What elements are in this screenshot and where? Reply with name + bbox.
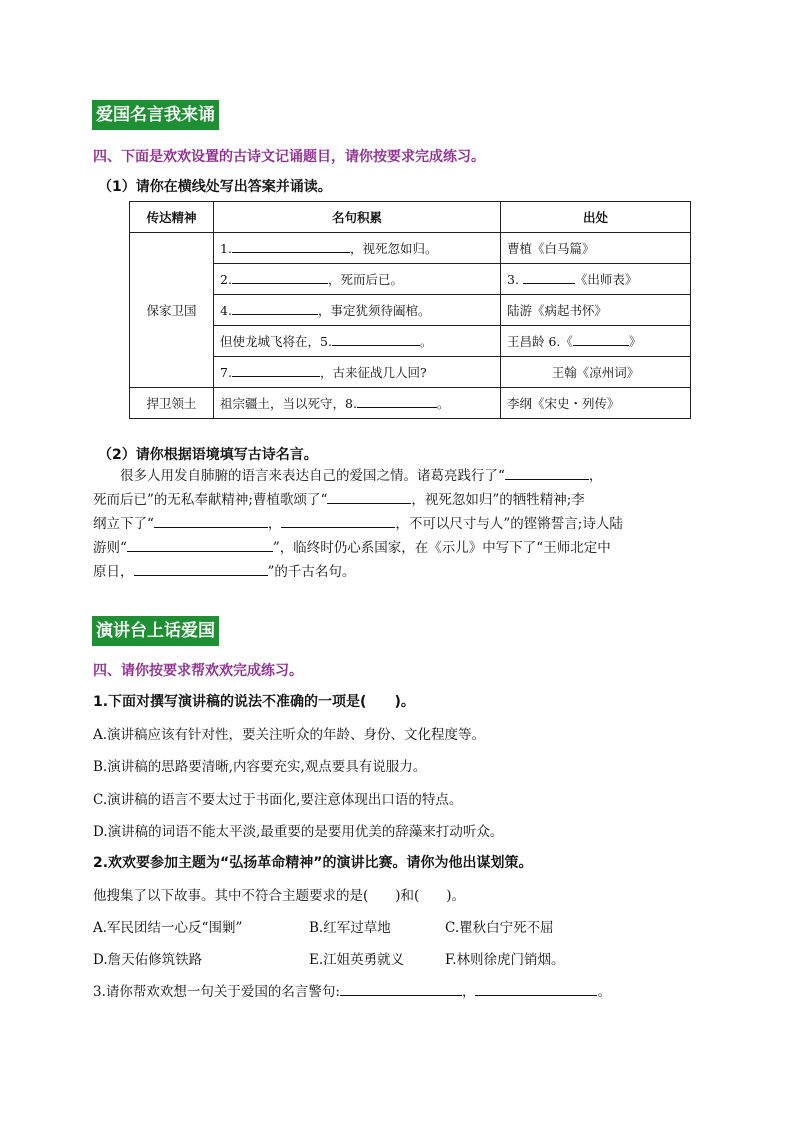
option-c: C.瞿秋白宁死不屈 bbox=[445, 920, 554, 936]
quote-suffix: 。 bbox=[419, 334, 433, 349]
text-fragment: ， bbox=[461, 984, 476, 1000]
table-header: 名句积累 bbox=[214, 202, 501, 233]
source-prefix: 王昌龄 6.《 bbox=[507, 334, 573, 349]
quote-prefix: 祖宗疆土，当以死守，8. bbox=[220, 396, 357, 411]
table-row bbox=[130, 295, 691, 326]
paragraph-line bbox=[93, 488, 693, 512]
source-suffix: 《出师表》 bbox=[574, 272, 638, 287]
option-b: B.红军过草地 bbox=[309, 920, 391, 936]
quote-suffix: ，死而后已。 bbox=[327, 272, 403, 287]
blank-line[interactable] bbox=[340, 983, 462, 996]
group-label: 捍卫领土 bbox=[130, 388, 214, 419]
text-fragment: ， bbox=[588, 468, 603, 484]
text-fragment: 原日， bbox=[93, 564, 134, 580]
quote-cell bbox=[214, 264, 501, 295]
question-3 bbox=[93, 980, 611, 1000]
table-row bbox=[130, 264, 691, 295]
task-heading: 四、下面是欢欢设置的古诗文记诵题目，请你按要求完成练习。 bbox=[93, 149, 485, 165]
blank-line[interactable] bbox=[327, 491, 411, 504]
option-d: D.詹天佑修筑铁路 bbox=[93, 952, 203, 968]
blank-line[interactable] bbox=[573, 333, 629, 346]
question-2-prompt: 他搜集了以下故事。其中不符合主题要求的是( )和( )。 bbox=[93, 888, 466, 904]
quote-prefix: 4. bbox=[220, 303, 232, 318]
table-row bbox=[130, 357, 691, 388]
source-suffix: 》 bbox=[628, 334, 642, 349]
blank-line[interactable] bbox=[523, 271, 575, 284]
table-row bbox=[130, 233, 691, 264]
quote-cell bbox=[214, 295, 501, 326]
quote-suffix: ，古来征战几人回? bbox=[319, 365, 427, 380]
paragraph-line bbox=[93, 536, 693, 560]
blank-line[interactable] bbox=[281, 515, 395, 528]
blank-line[interactable] bbox=[232, 364, 320, 377]
source-cell: 陆游《病起书怀》 bbox=[501, 295, 691, 326]
part2-title: （2）请你根据语境填写古诗名言。 bbox=[98, 447, 318, 463]
paragraph-line bbox=[93, 464, 693, 488]
context-paragraph bbox=[93, 464, 693, 584]
text-fragment: 纲立下了“ bbox=[93, 516, 154, 532]
quote-suffix: ，事定犹须待阖棺。 bbox=[317, 303, 431, 318]
question-1: 1.下面对撰写演讲稿的说法不准确的一项是( )。 bbox=[93, 694, 415, 710]
paragraph-line bbox=[93, 512, 693, 536]
option-c: C.演讲稿的语言不要太过于书面化,要注意体现出口语的特点。 bbox=[93, 792, 463, 808]
paragraph-line bbox=[93, 560, 693, 584]
source-cell: 李纲《宋史・列传》 bbox=[501, 388, 691, 419]
part1-title: （1）请你在横线处写出答案并诵读。 bbox=[98, 179, 332, 195]
blank-line[interactable] bbox=[332, 333, 420, 346]
group-label: 保家卫国 bbox=[130, 233, 214, 388]
question-2: 2.欢欢要参加主题为“弘扬革命精神”的演讲比赛。请你为他出谋划策。 bbox=[93, 855, 533, 871]
source-cell bbox=[501, 264, 691, 295]
quote-suffix: ，视死忽如归。 bbox=[349, 241, 438, 256]
source-prefix: 3. bbox=[507, 272, 519, 287]
option-e: E.江姐英勇就义 bbox=[309, 952, 405, 968]
quote-cell bbox=[214, 233, 501, 264]
text-fragment: ，视死忽如归”的牺牲精神;李 bbox=[411, 492, 585, 508]
option-b: B.演讲稿的思路要清晰,内容要充实,观点要具有说服力。 bbox=[93, 759, 427, 775]
section-banner-speech: 演讲台上话爱国 bbox=[92, 616, 219, 646]
option-a: A.演讲稿应该有针对性，要关注听众的年龄、身份、文化程度等。 bbox=[93, 727, 486, 743]
blank-line[interactable] bbox=[232, 302, 318, 315]
option-f: F.林则徐虎门销烟。 bbox=[445, 952, 565, 968]
text-fragment: 很多人用发自肺腑的语言来表达自己的爱国之情。诸葛亮践行了“ bbox=[120, 468, 505, 484]
quote-prefix: 2. bbox=[220, 272, 232, 287]
question-3-text: 3.请你帮欢欢想一句关于爱国的名言警句: bbox=[93, 984, 340, 1000]
section-banner-patriotic-quotes: 爱国名言我来诵 bbox=[92, 100, 219, 130]
table-row bbox=[130, 326, 691, 357]
blank-line[interactable] bbox=[134, 563, 268, 576]
quote-prefix: 1. bbox=[220, 241, 232, 256]
source-cell: 曹植《白马篇》 bbox=[501, 233, 691, 264]
blank-line[interactable] bbox=[232, 271, 328, 284]
option-d: D.演讲稿的词语不能太平淡,最重要的是要用优美的辞藻来打动听众。 bbox=[93, 824, 504, 840]
quote-cell bbox=[214, 326, 501, 357]
text-fragment: ”的千古名句。 bbox=[267, 564, 356, 580]
table-row bbox=[130, 388, 691, 419]
table-header-row bbox=[130, 202, 691, 233]
poem-table bbox=[129, 201, 691, 419]
text-fragment: ， bbox=[267, 516, 282, 532]
quote-suffix: 。 bbox=[436, 396, 450, 411]
quote-prefix: 7. bbox=[220, 365, 232, 380]
text-fragment: ”，临终时仍心系国家，在《示儿》中写下了“王师北定中 bbox=[272, 540, 611, 556]
source-cell bbox=[501, 326, 691, 357]
blank-line[interactable] bbox=[154, 515, 268, 528]
text-fragment: 。 bbox=[597, 984, 611, 1000]
table-header: 传达精神 bbox=[130, 202, 214, 233]
text-fragment: 死而后已”的无私奉献精神;曹植歌颂了“ bbox=[93, 492, 328, 508]
source-cell: 王翰《凉州词》 bbox=[501, 357, 691, 388]
quote-cell bbox=[214, 388, 501, 419]
quote-cell bbox=[214, 357, 501, 388]
table-header: 出处 bbox=[501, 202, 691, 233]
task-heading: 四、请你按要求帮欢欢完成练习。 bbox=[93, 663, 303, 679]
quote-prefix: 但使龙城飞将在，5. bbox=[220, 334, 332, 349]
text-fragment: ，不可以尺寸与人”的铿锵誓言;诗人陆 bbox=[395, 516, 623, 532]
blank-line[interactable] bbox=[232, 240, 350, 253]
text-fragment: 游则“ bbox=[93, 540, 127, 556]
blank-line[interactable] bbox=[357, 395, 437, 408]
blank-line[interactable] bbox=[505, 467, 589, 480]
blank-line[interactable] bbox=[127, 539, 273, 552]
blank-line[interactable] bbox=[475, 983, 597, 996]
option-a: A.军民团结一心反“围剿” bbox=[93, 920, 243, 936]
